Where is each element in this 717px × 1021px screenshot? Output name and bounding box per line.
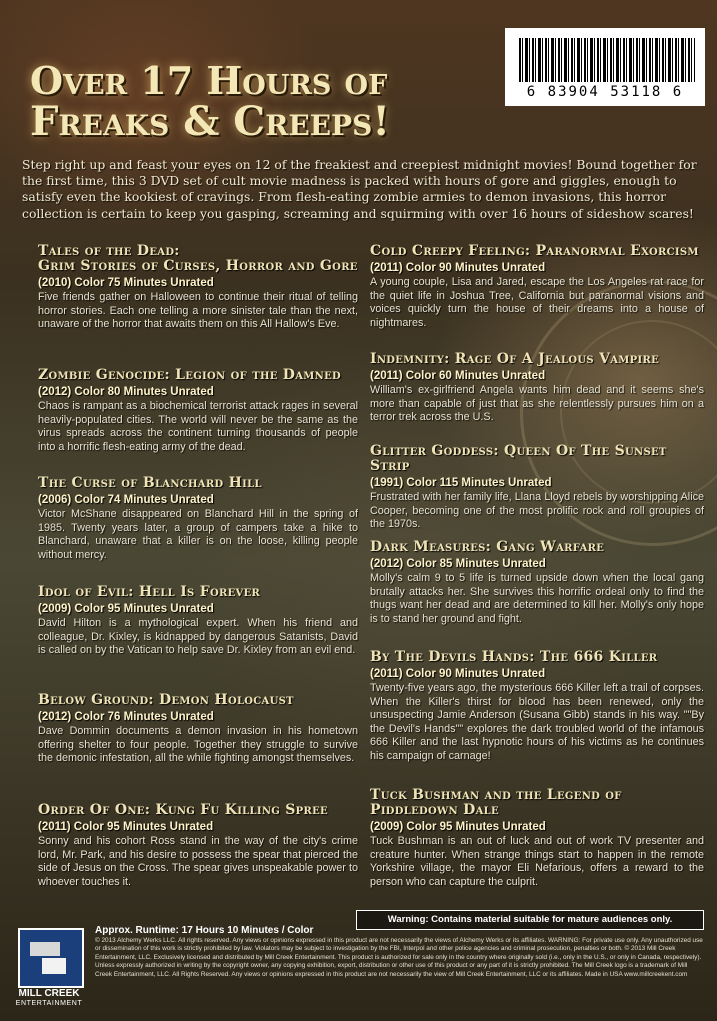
headline-line2: Freaks & Creeps! bbox=[30, 98, 390, 145]
film-description: A young couple, Lisa and Jared, escape the Los Angeles rat race for the quiet life in Joshua Tree, California but paranormal visions and voices quickly turn the house of their dreams into a house of nightmares. bbox=[370, 276, 704, 329]
film-description: Sonny and his cohort Ross stand in the way of the city's crime lord, Mr. Park, and his desire to possess the spear that pierced the side of Jesus on the Cross. The spear gives unspeakable power to whoever touches it. bbox=[38, 835, 358, 888]
film-entry bbox=[370, 650, 704, 763]
film-meta: (2012) Color 76 Minutes Unrated bbox=[38, 711, 214, 723]
film-description: Five friends gather on Halloween to continue their ritual of telling horror stories. Each one telling a more sinister tale than the next, unaware of the horror that awaits them on this All Hallow's Eve. bbox=[38, 291, 358, 330]
film-meta: (1991) Color 115 Minutes Unrated bbox=[370, 477, 552, 489]
film-meta: (2012) Color 80 Minutes Unrated bbox=[38, 386, 214, 398]
film-title: Order Of One: Kung Fu Killing Spree bbox=[38, 802, 328, 818]
film-title: Cold Creepy Feeling: Paranormal Exorcism bbox=[370, 243, 699, 259]
mill-creek-logo bbox=[12, 928, 86, 1010]
film-meta: (2011) Color 60 Minutes Unrated bbox=[370, 370, 546, 382]
film-description: William's ex-girlfriend Angela wants him dead and it seems she's more than capable of just that as she relentlessly pursues him on a terror trek across the U.S. bbox=[370, 384, 704, 423]
film-title: Dark Measures: Gang Warfare bbox=[370, 539, 605, 555]
film-meta: (2009) Color 95 Minutes Unrated bbox=[38, 603, 214, 615]
film-meta: (2010) Color 75 Minutes Unrated bbox=[38, 277, 214, 289]
film-entry bbox=[370, 352, 704, 425]
film-entry bbox=[38, 803, 358, 889]
runtime-label: Approx. Runtime: 17 Hours 10 Minutes / Color bbox=[95, 925, 314, 936]
film-entry bbox=[38, 244, 358, 332]
film-entry bbox=[38, 368, 358, 454]
film-description: Twenty-five years ago, the mysterious 666 Killer left a trail of corpses. When the Killer's thirst for blood has been renewed, only the unsuspecting Jamie Anderson (Susana Gibb) stands in his way. ""By the Devil's Hands"" explores the dark troubled world of the infamous 666 Killer and the last hypnotic hours of his victims as he continues his campaign of carnage! bbox=[370, 682, 704, 762]
film-title: Below Ground: Demon Holocaust bbox=[38, 692, 294, 708]
film-meta: (2012) Color 85 Minutes Unrated bbox=[370, 558, 546, 570]
film-description: David Hilton is a mythological expert. When his friend and colleague, Dr. Kixley, is kidnapped by dangerous Satanists, David is called on by the Vatican to help save Dr. Kixley from an evil end. bbox=[38, 617, 358, 656]
film-entry bbox=[38, 476, 358, 562]
film-entry bbox=[370, 444, 704, 532]
film-title: Glitter Goddess: Queen Of The Sunset Strip bbox=[370, 443, 667, 474]
barcode-number: 6 83904 53118 6 bbox=[526, 84, 684, 100]
intro-paragraph: Step right up and feast your eyes on 12 of the freakiest and creepiest midnight movies! Bound together for the first time, this 3 DVD set of cult movie madness is packed with hours of gore and giggles, enough to satisfy even the kookiest of cravings. From flesh-eating zombie armies to demon invasions, this horror collection is certain to keep you gasping, screaming and squirming with over 16 hours of sideshow scares! bbox=[22, 157, 697, 221]
mature-audience-warning: Warning: Contains material suitable for mature audiences only. bbox=[356, 910, 704, 930]
headline-line1: Over 17 Hours of bbox=[30, 58, 388, 103]
film-meta: (2011) Color 90 Minutes Unrated bbox=[370, 262, 546, 274]
film-title: Indemnity: Rage Of A Jealous Vampire bbox=[370, 351, 660, 367]
film-description: Molly's calm 9 to 5 life is turned upside down when the local gang brutally attacks her. She survives this horrific ordeal only to find the thugs want her dead and are determined to kill her. Molly's only hope is to stand her ground and fight. bbox=[370, 572, 704, 625]
film-meta: (2006) Color 74 Minutes Unrated bbox=[38, 494, 214, 506]
film-entry bbox=[370, 244, 704, 330]
film-title: Zombie Genocide: Legion of the Damned bbox=[38, 367, 342, 383]
film-description: Victor McShane disappeared on Blanchard Hill in the spring of 1985. Twenty years later, a group of campers take a hike to Blanchard, unaware that a killer is on the loose, killing people without mercy. bbox=[38, 508, 358, 561]
logo-text-brand: MILL CREEK bbox=[18, 988, 80, 999]
logo-text-sub: ENTERTAINMENT bbox=[15, 1000, 83, 1007]
film-description: Frustrated with her family life, Llana Lloyd rebels by worshipping Alice Cooper, becoming one of the most prolific rock and roll groupies of the 1970s. bbox=[370, 491, 704, 530]
film-title: Idol of Evil: Hell Is Forever bbox=[38, 584, 261, 600]
legal-text: © 2013 Alchemy Werks LLC. All rights reserved. Any views or opinions expressed in this product are not necessarily the views of Alchemy Werks or its affiliates. WARNING: For private use only. Any unauthorized use or dissemination of this work is strictly prohibited by law. Violators may be subject to investigation by the FBI, Interpol and other police agencies and criminal prosecution, penalties or both. © 2013 Mill Creek Entertainment, LLC. Exclusively licensed and distributed by Mill Creek Entertainment. This product is authorized for sale only in the country where originally sold (i.e., only in the U.S., or only in Canada, respectively). Unless expressly authorized in writing by the copyright owner, any copying exhibition, export, distribution or other use of this product or any part of it is strictly prohibited. The Mill Creek logo is a trademark of Mill Creek Entertainment, LLC. All Rights Reserved. Any views or opinions expressed in this product are not necessarily the view of Mill Creek Entertainment, LLC or its affiliates. Made in USA www.millcreekent.com bbox=[95, 937, 703, 978]
film-title: By The Devils Hands: The 666 Killer bbox=[370, 649, 658, 665]
barcode-bars bbox=[519, 38, 695, 82]
film-title: The Curse of Blanchard Hill bbox=[38, 475, 262, 491]
film-entry bbox=[370, 540, 704, 626]
film-entry bbox=[370, 788, 704, 889]
film-description: Dave Dommin documents a demon invasion in his hometown offering shelter to four people. Together they struggle to survive the demonic infestation, all the while fighting amongst themselves. bbox=[38, 725, 358, 764]
film-title: Tales of the Dead: Grim Stories of Curses, Horror and Gore bbox=[38, 243, 358, 274]
upc-barcode bbox=[505, 28, 705, 106]
film-description: Tuck Bushman is an out of luck and out of work TV presenter and creature hunter. When strange things start to happen in the remote Yorkshire village, the mayor Eli Nefarious, offers a reward to the person who can capture the culprit. bbox=[370, 835, 704, 888]
film-entry bbox=[38, 693, 358, 766]
film-entry bbox=[38, 585, 358, 658]
film-description: Chaos is rampant as a biochemical terrorist attack rages in several heavily-populated cities. The world will never be the same as the virus spreads across the continent turning thousands of people into a horrific flesh-eating army of the dead. bbox=[38, 400, 358, 453]
film-meta: (2011) Color 95 Minutes Unrated bbox=[38, 821, 214, 833]
film-meta: (2009) Color 95 Minutes Unrated bbox=[370, 821, 546, 833]
film-title: Tuck Bushman and the Legend of Piddledown Dale bbox=[370, 787, 622, 818]
mill-creek-logo-icon bbox=[18, 928, 84, 988]
film-meta: (2011) Color 90 Minutes Unrated bbox=[370, 668, 546, 680]
